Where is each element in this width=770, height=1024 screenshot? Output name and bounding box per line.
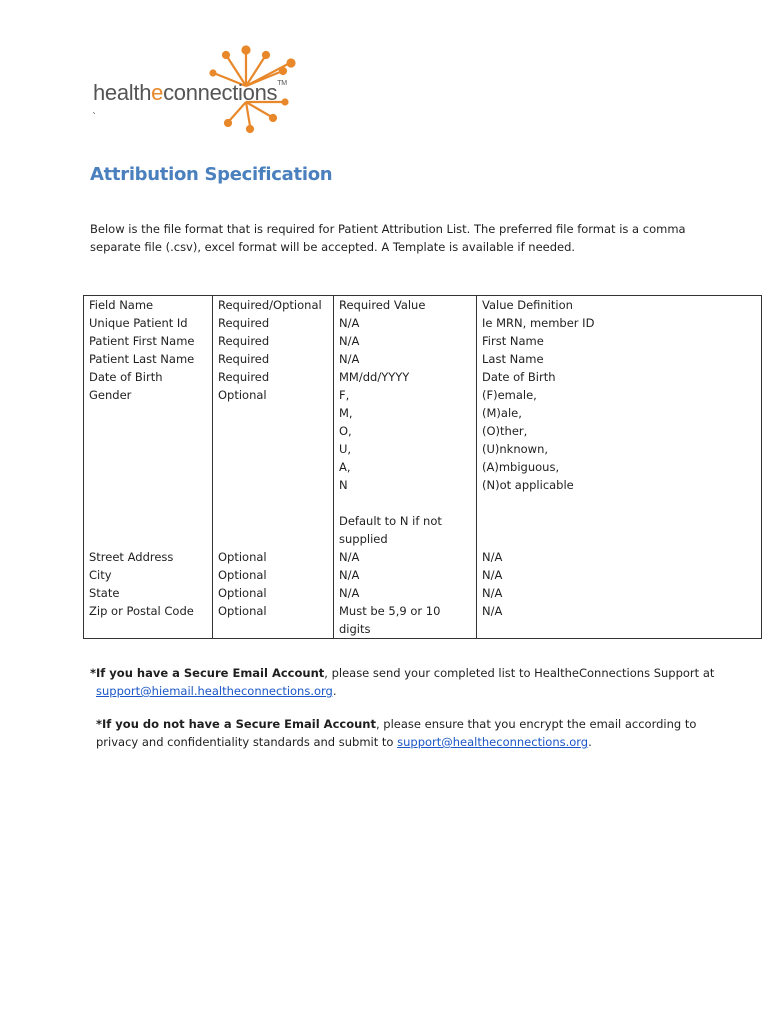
table-cell: State [84, 584, 213, 602]
table-row [84, 386, 762, 548]
table-cell: Date of Birth [84, 368, 213, 386]
table-header-cell: Required Value [334, 296, 477, 315]
table-cell: Optional [213, 386, 334, 548]
page-title: Attribution Specification [90, 164, 333, 185]
logo-wordmark: healtheconnections™ [93, 80, 287, 105]
table-row [84, 350, 762, 368]
support-email-link[interactable]: support@healtheconnections.org [397, 735, 589, 749]
table-cell: Zip or Postal Code [84, 602, 213, 639]
table-cell: N/A [334, 332, 477, 350]
table-cell: First Name [477, 332, 762, 350]
table-cell: N/A [334, 548, 477, 566]
table-cell: Patient First Name [84, 332, 213, 350]
table-cell: N/A [477, 548, 762, 566]
table-cell: N/A [334, 584, 477, 602]
table-cell: N/A [477, 602, 762, 639]
table-cell: Optional [213, 548, 334, 566]
table-row [84, 548, 762, 566]
table-cell: N/A [334, 350, 477, 368]
table-cell: MM/dd/YYYY [334, 368, 477, 386]
table-cell: Ie MRN, member ID [477, 314, 762, 332]
table-cell: Gender [84, 386, 213, 548]
table-cell: Optional [213, 602, 334, 639]
table-cell: N/A [334, 314, 477, 332]
table-row [84, 332, 762, 350]
table-cell: Required [213, 314, 334, 332]
intro-paragraph: Below is the file format that is required for Patient Attribution List. The preferred file format is a comma separate file (.csv), excel format will be accepted. A Template is available if needed. [90, 222, 686, 254]
notes-section [90, 664, 730, 751]
table-header-row [84, 296, 762, 315]
table-cell: Must be 5,9 or 10 digits [334, 602, 477, 639]
table-header-cell: Value Definition [477, 296, 762, 315]
table-cell: City [84, 566, 213, 584]
table-cell: Street Address [84, 548, 213, 566]
table-header-cell: Required/Optional [213, 296, 334, 315]
table-cell: N/A [334, 566, 477, 584]
table-row [84, 602, 762, 639]
table-cell: F, M, O, U, A, N Default to N if not supplied [334, 386, 477, 548]
table-header-cell: Field Name [84, 296, 213, 315]
support-hiemail-link[interactable]: support@hiemail.healtheconnections.org [96, 684, 333, 698]
table-cell: Optional [213, 584, 334, 602]
table-cell: N/A [477, 584, 762, 602]
table-row [84, 314, 762, 332]
table-cell: Date of Birth [477, 368, 762, 386]
table-row [84, 368, 762, 386]
table-cell: Required [213, 350, 334, 368]
healtheconnections-logo [88, 44, 308, 134]
table-cell: Optional [213, 566, 334, 584]
table-row [84, 566, 762, 584]
stray-tick-mark: ` [92, 112, 97, 123]
table-cell: N/A [477, 566, 762, 584]
table-row [84, 584, 762, 602]
note-secure-email: *If you have a Secure Email Account, please send your completed list to HealtheConnections Support at support@hiemail.healtheconnections.org. [90, 666, 715, 698]
table-cell: Unique Patient Id [84, 314, 213, 332]
table-cell: Last Name [477, 350, 762, 368]
table-cell: Required [213, 332, 334, 350]
table-cell: Patient Last Name [84, 350, 213, 368]
table-cell: Required [213, 368, 334, 386]
attribution-spec-table [83, 295, 762, 639]
table-cell: (F)emale, (M)ale, (O)ther, (U)nknown, (A)mbiguous, (N)ot applicable [477, 386, 762, 548]
note-no-secure-email: *If you do not have a Secure Email Account, please ensure that you encrypt the email according to privacy and confidentiality standards and submit to support@healtheconnections.org. [96, 717, 697, 749]
